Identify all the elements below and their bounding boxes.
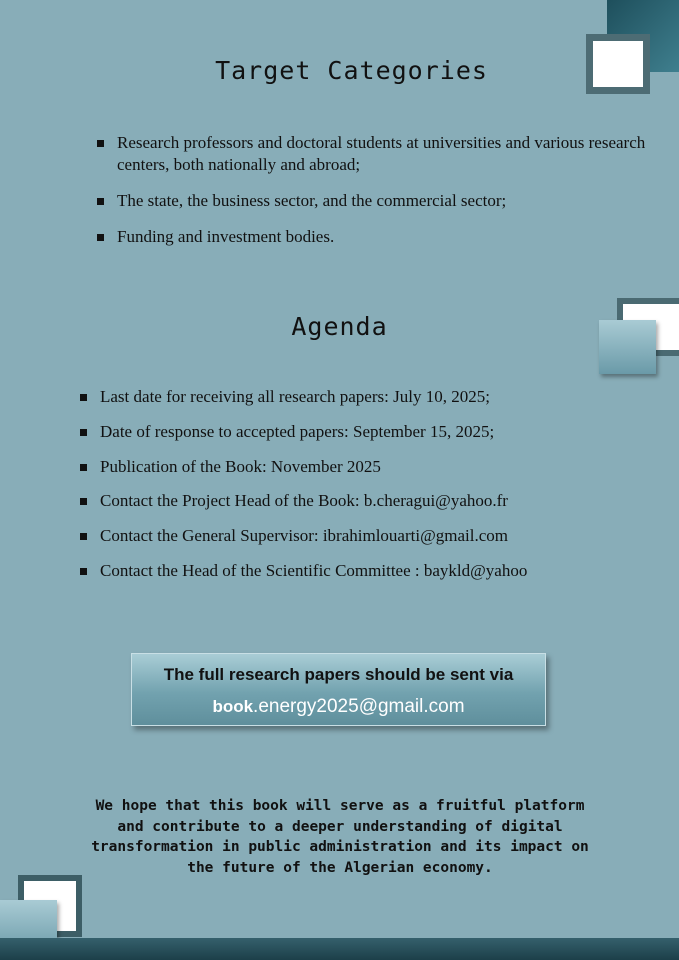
agenda-heading: Agenda [291, 312, 388, 341]
list-item [80, 525, 600, 560]
list-item-text: Research professors and doctoral students at universities and various research centers, both nationally and abroad; [117, 133, 646, 174]
list-item [80, 421, 600, 456]
submission-instruction: The full research papers should be sent via [163, 665, 514, 684]
bullet-square-icon [80, 498, 87, 505]
list-item [80, 490, 600, 525]
closing-statement: We hope that this book will serve as a fruitful platform and contribute to a deeper understanding of digital transformation in public administration and its impact on the future of the Algerian economy. [91, 798, 589, 876]
list-item-text: Publication of the Book: November 2025 [100, 456, 381, 476]
bullet-square-icon [97, 140, 104, 147]
list-item [97, 132, 652, 176]
target-categories-list [97, 132, 652, 262]
bullet-square-icon [97, 198, 104, 205]
bullet-square-icon [80, 429, 87, 436]
list-item [80, 456, 600, 491]
bullet-square-icon [80, 464, 87, 471]
submission-email-domain: .energy2025@gmail.com [253, 696, 465, 717]
list-item-text: The state, the business sector, and the commercial sector; [117, 191, 507, 210]
bullet-square-icon [80, 568, 87, 575]
list-item-text: Funding and investment bodies. [117, 227, 335, 246]
list-item [80, 560, 600, 595]
submission-email-prefix: book [212, 697, 254, 716]
list-item-text: Contact the General Supervisor: ibrahimlouarti@gmail.com [100, 526, 508, 546]
list-item-text: Contact the Head of the Scientific Committee : baykld@yahoo [100, 560, 528, 580]
list-item-text: Last date for receiving all research papers: July 10, 2025; [100, 387, 490, 406]
bullet-square-icon [97, 234, 104, 241]
submission-email[interactable] [132, 696, 545, 718]
submission-banner [131, 653, 546, 726]
list-item [97, 226, 652, 248]
list-item [80, 386, 600, 421]
list-item [97, 190, 652, 212]
bullet-square-icon [80, 394, 87, 401]
list-item-text: Contact the Project Head of the Book: b.cheragui@yahoo.fr [100, 491, 508, 511]
bottom-bar [0, 938, 679, 960]
target-categories-heading: Target Categories [215, 56, 488, 85]
bullet-square-icon [80, 533, 87, 540]
list-item-text: Date of response to accepted papers: September 15, 2025; [100, 421, 495, 441]
agenda-list [80, 386, 600, 595]
